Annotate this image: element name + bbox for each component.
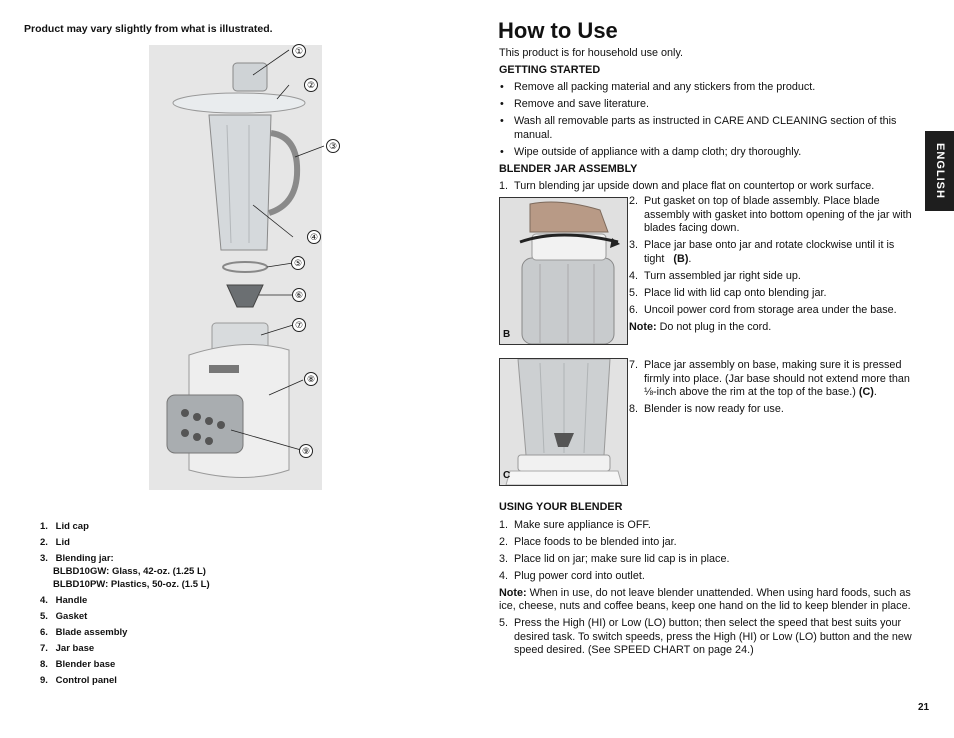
part-number: 9. — [40, 675, 48, 686]
list-item — [629, 403, 919, 417]
part-variant: BLBD10GW: Glass, 42-oz. (1.25 L) — [53, 566, 206, 577]
list-item — [629, 287, 919, 301]
note — [499, 587, 919, 614]
part-number: 4. — [40, 595, 48, 606]
step-text: Place lid with lid cap onto blending jar. — [644, 286, 827, 299]
step-text: Place foods to be blended into jar. — [514, 535, 677, 548]
figure-reference: (B) — [673, 252, 689, 265]
figure-reference: (C) — [858, 386, 874, 398]
punctuation: . — [688, 252, 692, 265]
list-item: • Wipe outside of appliance with a damp cloth; dry thoroughly. — [499, 146, 919, 160]
parts-list-item — [40, 520, 210, 533]
jar-on-base-illustration — [500, 359, 627, 485]
step-number: 4. — [629, 269, 639, 282]
list-item — [499, 180, 919, 194]
list-item — [499, 519, 919, 533]
part-name: Lid — [55, 537, 70, 548]
list-item — [499, 536, 919, 550]
step-number: 6. — [629, 303, 639, 316]
list-item: • Remove all packing material and any stickers from the product. — [499, 81, 919, 95]
step-text: Place jar assembly on base, making sure it is pressed firmly into place. (Jar base should not extend more than ⅛-inch above the rim at the top of the base.) — [644, 359, 910, 398]
callout-5: ⑤ — [291, 256, 305, 270]
figure-c-label: C — [503, 470, 511, 481]
jar-assembly-illustration — [500, 198, 627, 344]
step-number: 1. — [499, 180, 509, 192]
step-text: Blender is now ready for use. — [644, 403, 784, 415]
using-heading: USING YOUR BLENDER — [499, 501, 623, 513]
page-title: How to Use — [498, 18, 618, 43]
list-item — [629, 239, 919, 266]
part-number: 5. — [40, 611, 48, 622]
step-text: Place jar base onto jar and rotate clockwise until it is tight — [644, 239, 895, 265]
step-text: Put gasket on top of blade assembly. Place blade assembly with gasket into bottom opening of the jar with blades facing down. — [644, 195, 912, 234]
note-label: Note: — [499, 586, 527, 599]
part-name: Gasket — [55, 611, 88, 622]
list-item — [629, 270, 919, 284]
using-steps — [499, 519, 919, 584]
step-number: 1. — [499, 518, 509, 531]
using-blender-section — [499, 501, 919, 661]
jar-assembly-steps-b — [629, 195, 919, 334]
jar-assembly-steps-c — [629, 359, 919, 420]
page-number: 21 — [918, 702, 930, 713]
list-item — [629, 195, 919, 236]
part-number: 7. — [40, 643, 48, 654]
parts-list-item — [40, 626, 210, 639]
figure-b-label: B — [503, 329, 511, 340]
language-tab-label: ENGLISH — [933, 143, 946, 199]
part-name: Jar base — [55, 643, 95, 654]
part-name: Control panel — [55, 675, 117, 686]
note-label: Note: — [629, 320, 657, 333]
part-name: Blade assembly — [55, 627, 128, 638]
list-item — [629, 304, 919, 318]
note — [629, 321, 919, 335]
part-number: 8. — [40, 659, 48, 670]
part-name: Lid cap — [55, 521, 89, 532]
part-name: Blending jar: — [55, 553, 114, 564]
figure-c-photo — [499, 358, 628, 486]
figure-b-photo — [499, 197, 628, 345]
step-number: 2. — [499, 535, 509, 548]
step-number: 5. — [629, 286, 639, 299]
step-number: 3. — [629, 239, 639, 251]
step-text: Uncoil power cord from storage area under the base. — [644, 303, 897, 316]
step-text: Plug power cord into outlet. — [514, 569, 645, 582]
parts-list-item — [40, 674, 210, 687]
part-variant: BLBD10PW: Plastics, 50-oz. (1.5 L) — [53, 579, 210, 590]
step-text: Press the High (HI) or Low (LO) button; then select the speed that best suits your desired task. To switch speeds, press the High (HI) or Low (LO) button and the new speed desired. (See SPEED CHART on page 24.) — [514, 617, 912, 656]
language-tab — [925, 131, 954, 211]
parts-list-item — [40, 536, 210, 549]
part-number: 3. — [40, 553, 48, 564]
parts-list-item — [40, 642, 210, 655]
list-item: • Wash all removable parts as instructed in CARE AND CLEANING section of this manual. — [499, 115, 919, 142]
getting-started-list — [499, 81, 919, 159]
intro-block — [499, 47, 919, 197]
parts-list — [40, 520, 210, 690]
callout-leaders — [149, 45, 329, 465]
step-number: 8. — [629, 403, 639, 415]
callout-7: ⑦ — [292, 318, 306, 332]
step-text: Turn assembled jar right side up. — [644, 269, 801, 282]
part-name: Blender base — [55, 659, 116, 670]
getting-started-heading: GETTING STARTED — [499, 63, 601, 76]
list-item — [499, 553, 919, 567]
list-item — [629, 359, 919, 400]
punctuation: . — [873, 386, 877, 398]
jar-assembly-heading: BLENDER JAR ASSEMBLY — [499, 162, 638, 175]
step-number: 2. — [629, 195, 639, 207]
callout-4: ④ — [307, 230, 321, 244]
part-name: Handle — [55, 595, 88, 606]
callout-1: ① — [292, 44, 306, 58]
step-text: Turn blending jar upside down and place flat on countertop or work surface. — [514, 180, 875, 192]
step-text: Place lid on jar; make sure lid cap is in place. — [514, 552, 730, 565]
parts-list-item — [40, 552, 210, 591]
part-number: 2. — [40, 537, 48, 548]
part-number: 1. — [40, 521, 48, 532]
step-number: 3. — [499, 552, 509, 565]
note-text: Do not plug in the cord. — [659, 320, 772, 333]
step-text: Make sure appliance is OFF. — [514, 518, 651, 531]
step-number: 5. — [499, 617, 509, 629]
intro-text: This product is for household use only. — [499, 47, 684, 59]
parts-list-item — [40, 594, 210, 607]
steps-list — [629, 195, 919, 317]
using-step5 — [499, 617, 919, 658]
callout-2: ② — [304, 78, 318, 92]
steps-list — [629, 359, 919, 417]
variance-note: Product may vary slightly from what is illustrated. — [24, 23, 273, 35]
part-number: 6. — [40, 627, 48, 638]
note-text: When in use, do not leave blender unattended. When using hard foods, such as ice, cheese, nuts and coffee beans, keep one hand on the lid to keep blender in place. — [499, 586, 911, 612]
list-item — [499, 617, 919, 658]
callout-9: ⑨ — [299, 444, 313, 458]
parts-list-item — [40, 610, 210, 623]
step-number: 4. — [499, 569, 509, 582]
callout-8: ⑧ — [304, 372, 318, 386]
list-item: • Remove and save literature. — [499, 98, 919, 112]
step-number: 7. — [629, 359, 639, 371]
parts-list-item — [40, 658, 210, 671]
jar-assembly-step1 — [499, 180, 919, 194]
callout-6: ⑥ — [292, 288, 306, 302]
list-item — [499, 570, 919, 584]
callout-3: ③ — [326, 139, 340, 153]
